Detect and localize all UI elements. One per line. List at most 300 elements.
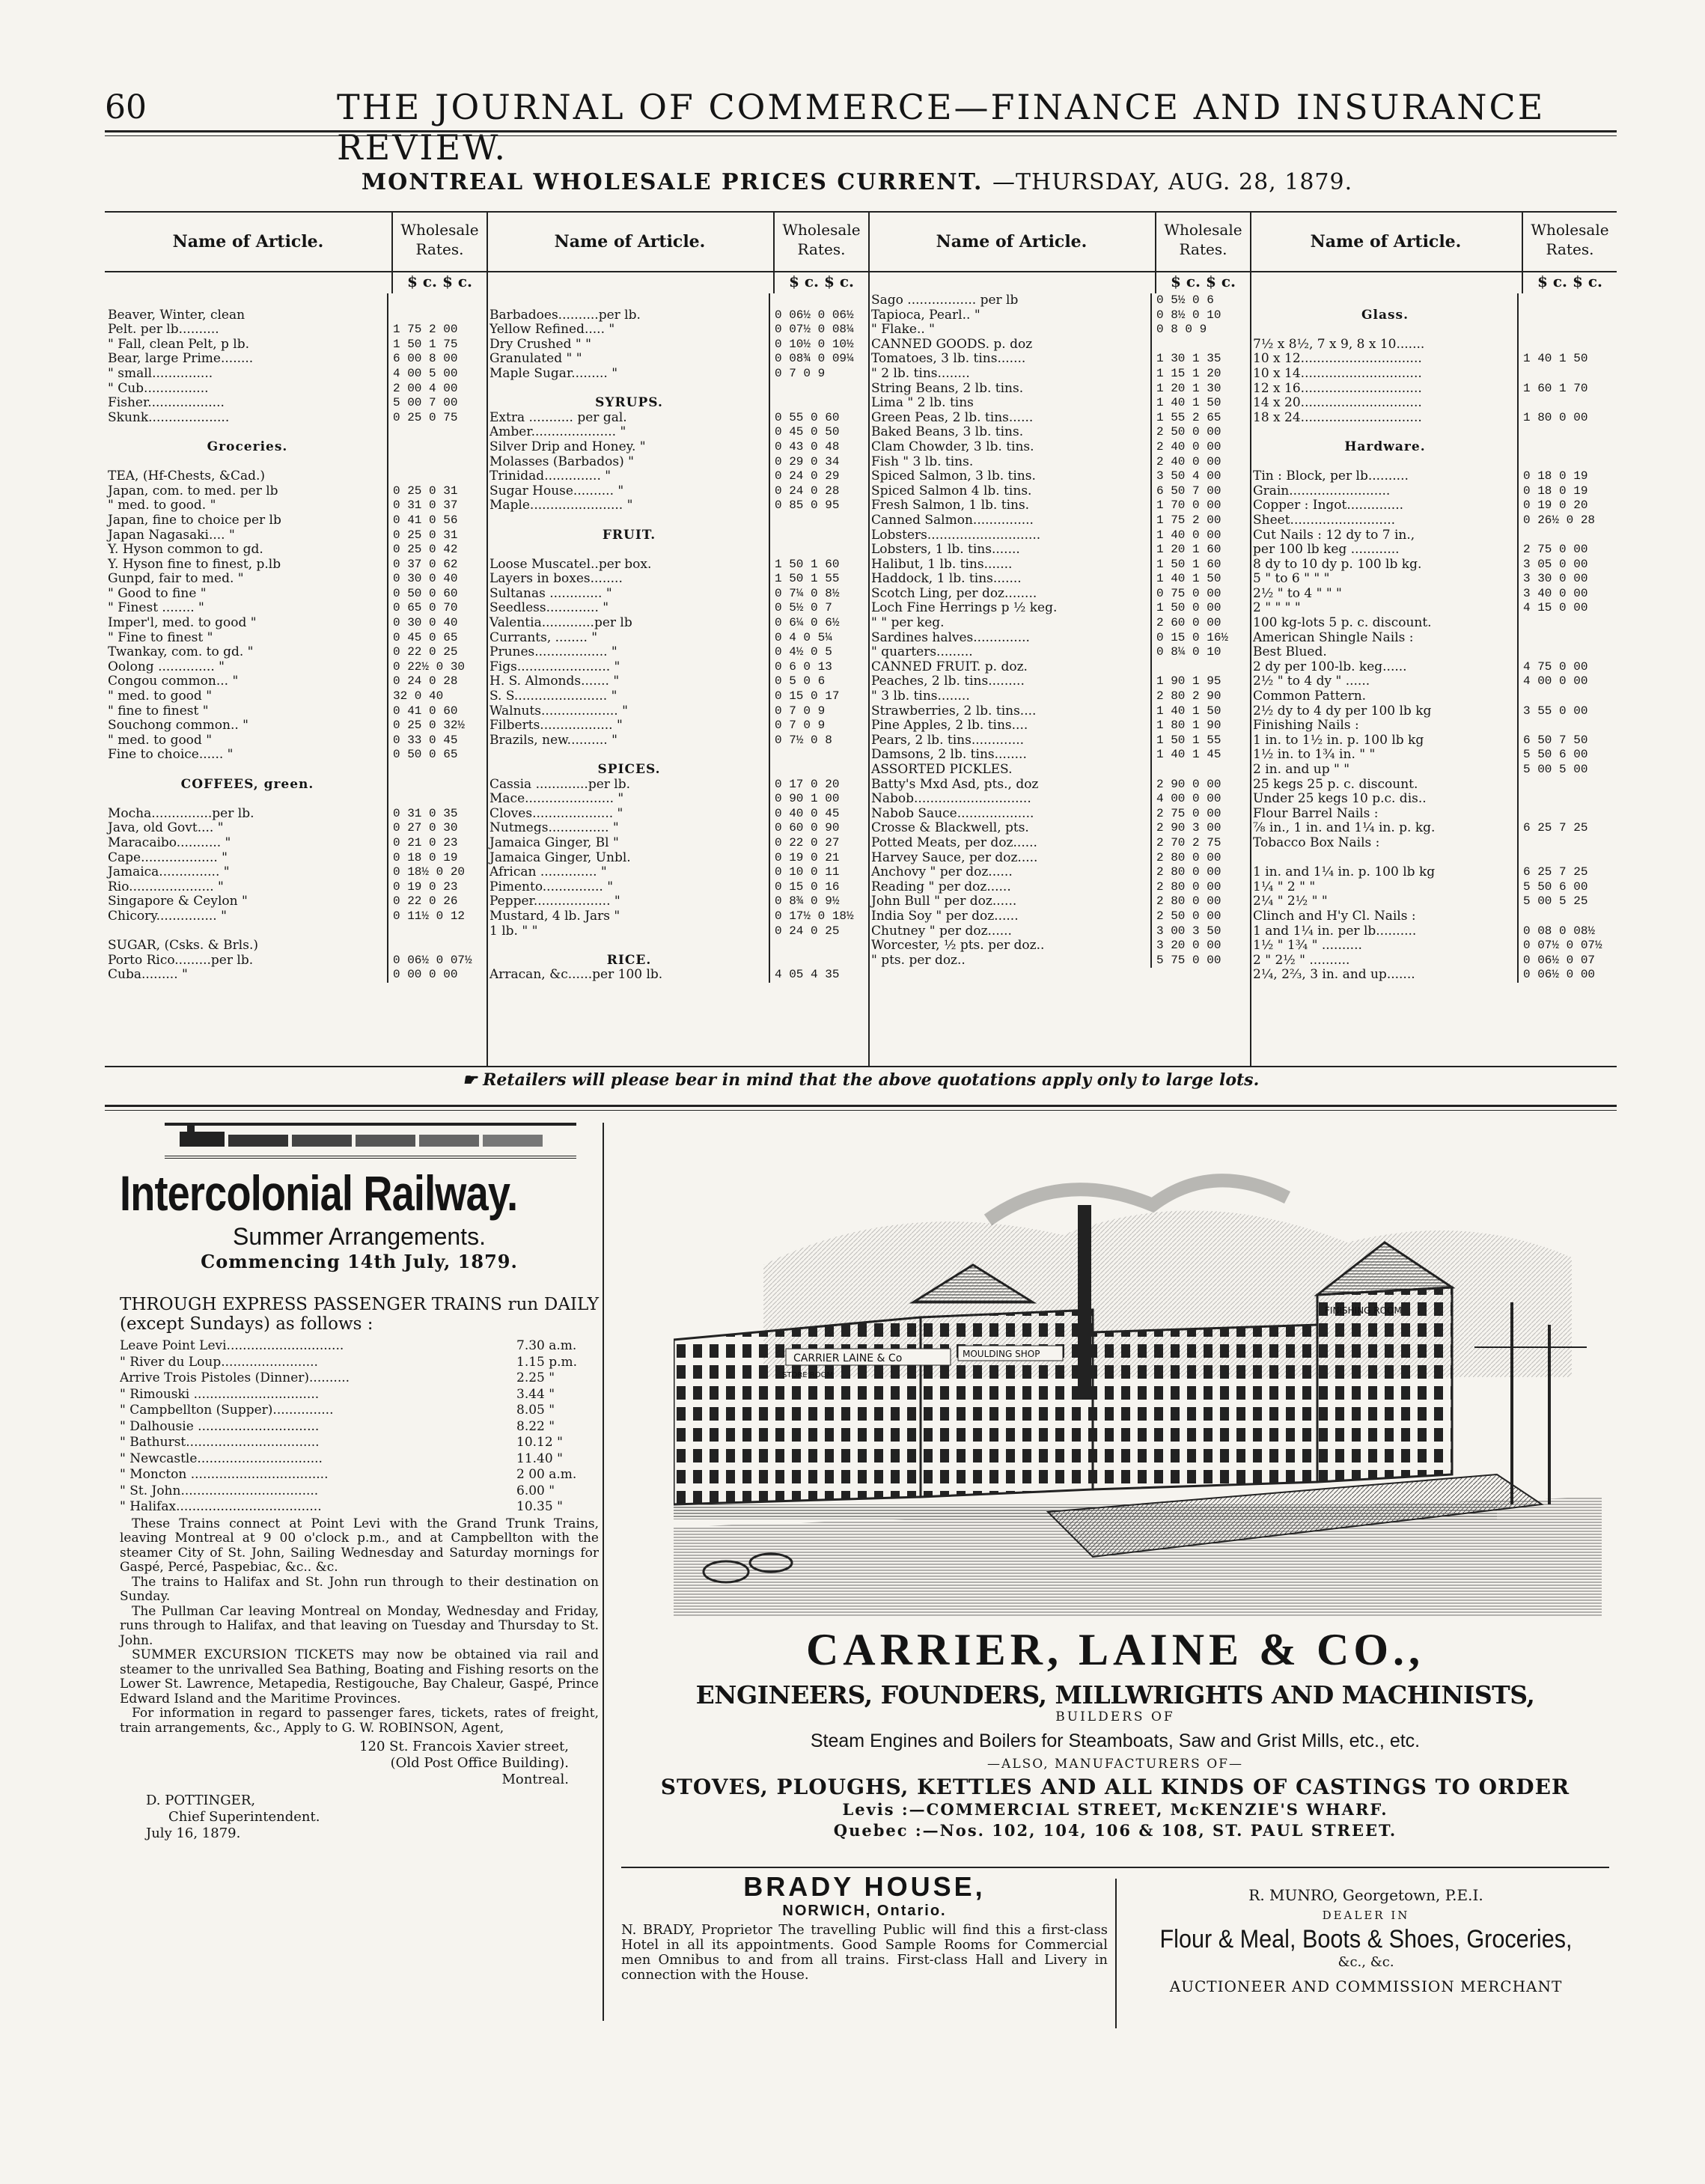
price-row xyxy=(487,293,868,308)
station-time: 1.15 p.m. xyxy=(516,1354,578,1370)
price-row xyxy=(105,763,487,778)
article-name: Spiced Salmon, 3 lb. tins. xyxy=(871,469,1036,484)
price-row xyxy=(105,924,487,939)
price-row xyxy=(868,543,1250,558)
article-rate: 4 05 4 35 xyxy=(769,968,868,983)
price-row xyxy=(1250,411,1617,426)
price-row xyxy=(868,484,1250,499)
article-name: Baked Beans, 3 lb. tins. xyxy=(871,425,1024,440)
article-name: Layers in boxes........ xyxy=(489,572,623,587)
article-name: Sardines halves.............. xyxy=(871,630,1030,645)
article-name: Molasses (Barbados) " xyxy=(489,454,634,469)
article-name: 10 x 14.............................. xyxy=(1253,366,1422,381)
article-rate: 0 17½ 0 18½ xyxy=(769,909,868,924)
article-rate: 0 21 0 23 xyxy=(387,836,487,851)
brady-location: NORWICH, Ontario. xyxy=(782,1903,947,1919)
price-row xyxy=(105,558,487,573)
article-name xyxy=(487,748,769,763)
station-name: " River du Loup........................ xyxy=(120,1354,318,1370)
article-rate: 0 41 0 56 xyxy=(387,513,487,528)
article-name: SUGAR, (Csks. & Brls.) xyxy=(108,939,258,954)
article-rate: 0 15 0 16½ xyxy=(1150,631,1250,646)
price-row xyxy=(487,323,868,338)
article-name: Common Pattern. xyxy=(1253,689,1367,704)
price-row xyxy=(1250,865,1617,880)
price-row xyxy=(868,645,1250,660)
article-rate: 0 7½ 0 8 xyxy=(769,733,868,748)
price-row xyxy=(868,807,1250,822)
munro-name: R. MUNRO, Georgetown, P.E.I. xyxy=(1248,1886,1483,1904)
article-name: " Finest ........ " xyxy=(108,601,204,616)
article-rate: 0 18½ 0 20 xyxy=(387,865,487,880)
price-row xyxy=(487,748,868,763)
article-name: Silver Drip and Honey. " xyxy=(489,439,646,454)
article-rate: 0 06½ 0 07½ xyxy=(387,954,487,969)
price-row xyxy=(105,440,487,455)
article-name: Potted Meats, per doz...... xyxy=(871,835,1037,850)
price-row xyxy=(1250,528,1617,543)
article-rate xyxy=(769,543,868,558)
price-row xyxy=(487,528,868,543)
price-row xyxy=(1250,836,1617,851)
ads-rule xyxy=(621,1867,1609,1868)
article-name: per 100 lb keg ............ xyxy=(1253,543,1400,558)
price-row xyxy=(1250,367,1617,382)
article-name: Pelt. per lb.......... xyxy=(108,323,219,338)
article-rate xyxy=(1150,763,1250,778)
article-rate: 2 80 0 00 xyxy=(1150,865,1250,880)
station-name: " Campbellton (Supper)............... xyxy=(120,1403,334,1418)
station-time: 8.05 " xyxy=(516,1403,555,1418)
article-name: 18 x 24.............................. xyxy=(1253,410,1422,425)
article-name: Japan, fine to choice per lb xyxy=(108,513,281,528)
price-row xyxy=(868,719,1250,733)
article-name xyxy=(1250,293,1517,308)
currency-units: $ c. $ c. xyxy=(1522,272,1617,293)
price-row xyxy=(487,367,868,382)
article-rate: 0 06½ 0 00 xyxy=(1517,968,1617,983)
station-time: 10.12 " xyxy=(516,1435,563,1450)
price-row xyxy=(868,498,1250,513)
article-name: Walnuts................... " xyxy=(489,704,628,719)
price-column xyxy=(1250,213,1617,1066)
article-name: 2¼ " 2½ " " xyxy=(1253,894,1328,909)
article-rate xyxy=(387,293,487,308)
price-row xyxy=(487,851,868,866)
article-rate: 0 6¼ 0 6½ xyxy=(769,616,868,631)
article-name: " pts. per doz.. xyxy=(871,953,966,968)
spacer xyxy=(1250,272,1522,293)
article-rate: 0 19 0 23 xyxy=(387,880,487,895)
article-rate xyxy=(769,513,868,528)
article-rate: 0 8¾ 0 9½ xyxy=(769,894,868,909)
price-row xyxy=(1250,616,1617,631)
article-name: 14 x 20.............................. xyxy=(1253,396,1422,411)
article-name: Souchong common.. " xyxy=(108,719,248,733)
railway-notes xyxy=(120,1517,599,1736)
article-rate: 1 30 1 35 xyxy=(1150,352,1250,367)
article-name: Jamaica............... " xyxy=(108,865,230,880)
article-rate: 5 00 7 00 xyxy=(387,396,487,411)
article-name: Bear, large Prime........ xyxy=(108,352,254,367)
article-name: Mace...................... " xyxy=(489,792,624,807)
price-row xyxy=(868,601,1250,616)
price-row xyxy=(868,660,1250,675)
article-rate: 0 22 0 27 xyxy=(769,836,868,851)
price-row xyxy=(1250,954,1617,969)
factory-engraving-image xyxy=(674,1153,1602,1617)
price-row xyxy=(487,778,868,793)
price-row xyxy=(868,455,1250,470)
article-rate: 0 5½ 0 7 xyxy=(769,601,868,616)
agent-address-line1: 120 St. Francois Xavier street, xyxy=(359,1739,569,1754)
price-row xyxy=(105,425,487,440)
article-rate: 2 75 0 00 xyxy=(1150,807,1250,822)
article-rate: 1 80 0 00 xyxy=(1517,411,1617,426)
railway-note: The Pullman Car leaving Montreal on Monday, Wednesday and Friday, runs through to Halifax, and that leaving on Tuesday and Thursday to St. John. xyxy=(120,1603,599,1648)
article-rate: 2 90 0 00 xyxy=(1150,778,1250,793)
article-name: Y. Hyson fine to finest, p.lb xyxy=(108,557,281,572)
article-name: " " per keg. xyxy=(871,616,945,631)
article-rate: 1 40 0 00 xyxy=(1150,528,1250,543)
article-name: 1 in. and 1¼ in. p. 100 lb kg xyxy=(1253,865,1436,880)
article-name: Pine Apples, 2 lb. tins.... xyxy=(871,719,1028,733)
article-rate: 0 37 0 62 xyxy=(387,558,487,573)
article-rate: 0 22½ 0 30 xyxy=(387,660,487,675)
timetable-row xyxy=(120,1419,599,1436)
spacer xyxy=(487,272,773,293)
price-row xyxy=(1250,778,1617,793)
article-name: CANNED FRUIT. p. doz. xyxy=(871,659,1028,674)
article-name: Y. Hyson common to gd. xyxy=(108,543,263,558)
article-rate xyxy=(1517,528,1617,543)
price-row xyxy=(868,338,1250,353)
article-name: RICE. xyxy=(606,953,652,968)
article-rate: 5 50 6 00 xyxy=(1517,880,1617,895)
price-row xyxy=(1250,674,1617,689)
price-row xyxy=(868,836,1250,851)
price-row xyxy=(487,660,868,675)
price-row xyxy=(868,778,1250,793)
timetable-row xyxy=(120,1355,599,1371)
rates-header: Wholesale Rates. xyxy=(773,213,868,271)
article-rate: 3 40 0 00 xyxy=(1517,587,1617,602)
price-row xyxy=(1250,352,1617,367)
article-rate: 0 45 0 65 xyxy=(387,631,487,646)
price-row xyxy=(487,719,868,733)
pointing-hand-icon: ☛ xyxy=(462,1070,484,1090)
price-row xyxy=(105,792,487,807)
price-row xyxy=(105,293,487,308)
article-rate: 0 29 0 34 xyxy=(769,455,868,470)
article-rate: 0 11½ 0 12 xyxy=(387,909,487,924)
article-name: 2½ " to 4 dy " ...... xyxy=(1253,674,1370,689)
article-name: Best Blued. xyxy=(1253,645,1327,660)
price-row xyxy=(1250,719,1617,733)
price-row xyxy=(487,807,868,822)
article-rate: 0 08 0 08½ xyxy=(1517,924,1617,939)
article-name: Peaches, 2 lb. tins......... xyxy=(871,674,1025,689)
price-row xyxy=(105,748,487,763)
timetable-row xyxy=(120,1403,599,1419)
article-name: Crosse & Blackwell, pts. xyxy=(871,821,1029,836)
rates-header: Wholesale Rates. xyxy=(391,213,487,271)
price-row xyxy=(487,894,868,909)
price-row xyxy=(487,484,868,499)
article-name: 2 dy per 100-lb. keg...... xyxy=(1253,659,1407,674)
article-rate: 1 50 0 00 xyxy=(1150,601,1250,616)
article-rate xyxy=(387,308,487,323)
price-row xyxy=(105,498,487,513)
article-name: 2½ dy to 4 dy per 100 lb kg xyxy=(1253,704,1432,719)
price-row xyxy=(487,308,868,323)
price-row xyxy=(868,382,1250,397)
article-name: Hardware. xyxy=(1344,439,1426,454)
article-rate xyxy=(1517,909,1617,924)
article-name: Nabob Sauce................... xyxy=(871,806,1034,821)
article-rate: 0 19 0 20 xyxy=(1517,498,1617,513)
article-rate: 0 00 0 00 xyxy=(387,968,487,983)
article-rate: 0 07½ 0 07½ xyxy=(1517,939,1617,954)
price-row xyxy=(105,352,487,367)
article-rate: 32 0 40 xyxy=(387,689,487,704)
article-rate xyxy=(1517,851,1617,866)
price-row xyxy=(487,674,868,689)
timetable-row xyxy=(120,1451,599,1468)
station-time: 2.25 " xyxy=(516,1370,555,1385)
timetable-row xyxy=(120,1338,599,1355)
article-name xyxy=(105,763,387,778)
price-row xyxy=(868,528,1250,543)
price-row xyxy=(1250,382,1617,397)
article-name: Sultanas ............. " xyxy=(489,586,612,601)
railway-note: These Trains connect at Point Levi with the Grand Trunk Trains, leaving Montreal at 9 00 o'clock p.m., and at Campbellton with the steamer City of St. John, Sailing Wednesday and Saturday mornings for Gaspé, Percé, Paspebiac, &c.. &c. xyxy=(120,1516,599,1575)
article-rate: 0 22 0 26 xyxy=(387,894,487,909)
price-row xyxy=(1250,748,1617,763)
article-rate: 0 75 0 00 xyxy=(1150,587,1250,602)
price-row xyxy=(868,367,1250,382)
station-name: " St. John.................................. xyxy=(120,1483,319,1498)
article-rate: 0 5 0 6 xyxy=(769,674,868,689)
article-name: Granulated " " xyxy=(489,352,582,367)
article-rate: 0 31 0 37 xyxy=(387,498,487,513)
article-rate xyxy=(769,528,868,543)
article-name: 100 kg-lots 5 p. c. discount. xyxy=(1253,616,1432,631)
station-time: 6.00 " xyxy=(516,1483,555,1498)
article-name: Yellow Refined..... " xyxy=(489,323,615,338)
article-name: H. S. Almonds....... " xyxy=(489,674,620,689)
article-rate xyxy=(387,924,487,939)
price-row xyxy=(868,616,1250,631)
price-row xyxy=(105,367,487,382)
article-rate xyxy=(1517,792,1617,807)
article-name: Groceries. xyxy=(207,439,288,454)
article-rate: 6 25 7 25 xyxy=(1517,821,1617,836)
article-rate: 0 24 0 28 xyxy=(387,674,487,689)
article-rate: 3 00 3 50 xyxy=(1150,924,1250,939)
price-row xyxy=(487,543,868,558)
article-name: Valentia.............per lb xyxy=(489,616,632,631)
signed-date: July 16, 1879. xyxy=(146,1825,241,1841)
ads-divider xyxy=(1115,1879,1117,2028)
article-name: Twankay, com. to gd. " xyxy=(108,645,254,660)
article-rate: 2 40 0 00 xyxy=(1150,440,1250,455)
price-row xyxy=(1250,704,1617,719)
price-column-header xyxy=(1250,213,1617,272)
page-header xyxy=(105,81,1609,168)
article-rate xyxy=(769,954,868,969)
article-rate: 0 7 0 9 xyxy=(769,719,868,733)
article-rate: 2 90 3 00 xyxy=(1150,821,1250,836)
article-name: Java, old Govt.... " xyxy=(108,821,224,836)
price-column-header xyxy=(487,213,868,272)
price-row xyxy=(1250,498,1617,513)
article-name: 12 x 16.............................. xyxy=(1253,381,1422,396)
article-name xyxy=(105,924,387,939)
article-rate: 0 19 0 21 xyxy=(769,851,868,866)
article-rate: 3 30 0 00 xyxy=(1517,572,1617,587)
price-row xyxy=(868,763,1250,778)
price-row xyxy=(868,909,1250,924)
article-name: Clam Chowder, 3 lb. tins. xyxy=(871,439,1034,454)
price-row xyxy=(1250,601,1617,616)
article-name: Mocha...............per lb. xyxy=(108,806,254,821)
article-rate: 4 75 0 00 xyxy=(1517,660,1617,675)
header-rule xyxy=(105,130,1617,136)
timetable xyxy=(120,1338,599,1516)
article-rate: 1 20 1 30 xyxy=(1150,382,1250,397)
station-name: Leave Point Levi............................. xyxy=(120,1338,344,1353)
railway-intro: THROUGH EXPRESS PASSENGER TRAINS run DAILY (except Sundays) as follows : xyxy=(120,1295,599,1334)
price-row xyxy=(487,338,868,353)
railway-ad xyxy=(120,1123,599,2021)
article-name: Prunes.................. " xyxy=(489,645,617,660)
article-name: Canned Salmon............... xyxy=(871,513,1034,528)
station-name: " Bathurst................................. xyxy=(120,1435,320,1450)
price-column-header xyxy=(105,213,487,272)
spacer xyxy=(868,272,1155,293)
article-name: Batty's Mxd Asd, pts., doz xyxy=(871,777,1039,792)
article-name: Sheet.......................... xyxy=(1253,513,1396,528)
article-name: 1 in. to 1½ in. p. 100 lb kg xyxy=(1253,733,1424,748)
price-row xyxy=(487,382,868,397)
brady-name: BRADY HOUSE, xyxy=(743,1871,986,1902)
price-row xyxy=(868,748,1250,763)
article-rate xyxy=(387,778,487,793)
article-name: 2 " 2½ " .......... xyxy=(1253,953,1350,968)
article-rate: 0 25 0 42 xyxy=(387,543,487,558)
prices-title-text: MONTREAL WHOLESALE PRICES CURRENT. xyxy=(361,169,983,195)
article-rate: 0 33 0 45 xyxy=(387,733,487,748)
munro-goods: Flour & Meal, Boots & Shoes, Groceries, xyxy=(1159,1925,1573,1953)
article-name: 2 in. and up " " xyxy=(1253,763,1350,777)
article-name: Nutmegs............... " xyxy=(489,821,619,836)
article-rate: 0 7 0 9 xyxy=(769,367,868,382)
price-row xyxy=(1250,807,1617,822)
article-name: Cloves.................... " xyxy=(489,806,623,821)
price-row xyxy=(487,425,868,440)
price-row xyxy=(1250,821,1617,836)
article-name: Imper'l, med. to good " xyxy=(108,616,257,631)
article-name: Pepper................... " xyxy=(489,894,620,909)
article-rate: 4 00 5 00 xyxy=(387,367,487,382)
article-rate: 0 50 0 65 xyxy=(387,748,487,763)
article-name: Chutney " per doz...... xyxy=(871,924,1012,939)
article-name: Finishing Nails : xyxy=(1253,719,1359,733)
carrier-builders-of: BUILDERS OF xyxy=(1055,1709,1175,1724)
price-row xyxy=(868,396,1250,411)
price-row xyxy=(868,425,1250,440)
article-name: ASSORTED PICKLES. xyxy=(871,763,1013,777)
article-name: " med. to good " xyxy=(108,733,213,748)
carrier-stoves: STOVES, PLOUGHS, KETTLES AND ALL KINDS OF CASTINGS TO ORDER xyxy=(660,1775,1570,1799)
munro-etc: &c., &c. xyxy=(1338,1954,1394,1970)
article-rate: 1 70 0 00 xyxy=(1150,498,1250,513)
article-name: Scotch Ling, per doz........ xyxy=(871,586,1037,601)
article-name: Under 25 kegs 10 p.c. dis.. xyxy=(1253,792,1427,807)
article-name: 7½ x 8½, 7 x 9, 8 x 10....... xyxy=(1253,337,1425,352)
article-name: 1 lb. " " xyxy=(489,924,538,939)
article-name: Japan Nagasaki.... " xyxy=(108,528,235,543)
price-row xyxy=(868,513,1250,528)
price-row xyxy=(1250,792,1617,807)
article-name: ⅞ in., 1 in. and 1¼ in. p. kg. xyxy=(1253,821,1436,836)
article-name: " Fall, clean Pelt, p lb. xyxy=(108,337,250,352)
price-row xyxy=(1250,440,1617,455)
price-row xyxy=(1250,543,1617,558)
article-name: Lobsters............................ xyxy=(871,528,1041,543)
article-rate: 1 50 1 55 xyxy=(769,572,868,587)
article-name xyxy=(1250,323,1517,338)
price-row xyxy=(105,807,487,822)
price-row xyxy=(487,954,868,969)
article-name: Brazils, new.......... " xyxy=(489,733,617,748)
price-row xyxy=(1250,924,1617,939)
price-row xyxy=(105,455,487,470)
price-row xyxy=(105,909,487,924)
article-rate: 0 15 0 17 xyxy=(769,689,868,704)
article-name: 2 " " " " xyxy=(1253,601,1301,616)
article-name: " med. to good " xyxy=(108,689,213,704)
price-row xyxy=(487,880,868,895)
article-rate: 0 7 0 9 xyxy=(769,704,868,719)
article-rate: 0 24 0 28 xyxy=(769,484,868,499)
article-rate: 2 40 0 00 xyxy=(1150,455,1250,470)
price-row xyxy=(487,792,868,807)
price-row xyxy=(487,572,868,587)
price-row xyxy=(1250,645,1617,660)
article-name xyxy=(487,939,769,954)
prices-date: —THURSDAY, AUG. 28, 1879. xyxy=(992,169,1353,195)
article-name: 1½ in. to 1¾ in. " " xyxy=(1253,748,1376,763)
article-name: Arracan, &c......per 100 lb. xyxy=(489,968,663,983)
price-row xyxy=(868,674,1250,689)
price-row xyxy=(487,352,868,367)
article-rate: 2 80 0 00 xyxy=(1150,880,1250,895)
article-rate: 1 75 2 00 xyxy=(387,323,487,338)
article-rate xyxy=(387,763,487,778)
train-banner-image xyxy=(165,1123,576,1159)
carrier-also: —ALSO, MANUFACTURERS OF— xyxy=(987,1757,1243,1772)
article-rate: 0 17 0 20 xyxy=(769,778,868,793)
article-name: Cape................... " xyxy=(108,850,228,865)
article-rate: 1 50 1 60 xyxy=(769,558,868,573)
article-rate: 0 25 0 75 xyxy=(387,411,487,426)
article-rate: 1 50 1 75 xyxy=(387,338,487,353)
article-name: SYRUPS. xyxy=(595,396,663,411)
article-rate xyxy=(1517,719,1617,733)
article-name: Rio..................... " xyxy=(108,879,224,894)
